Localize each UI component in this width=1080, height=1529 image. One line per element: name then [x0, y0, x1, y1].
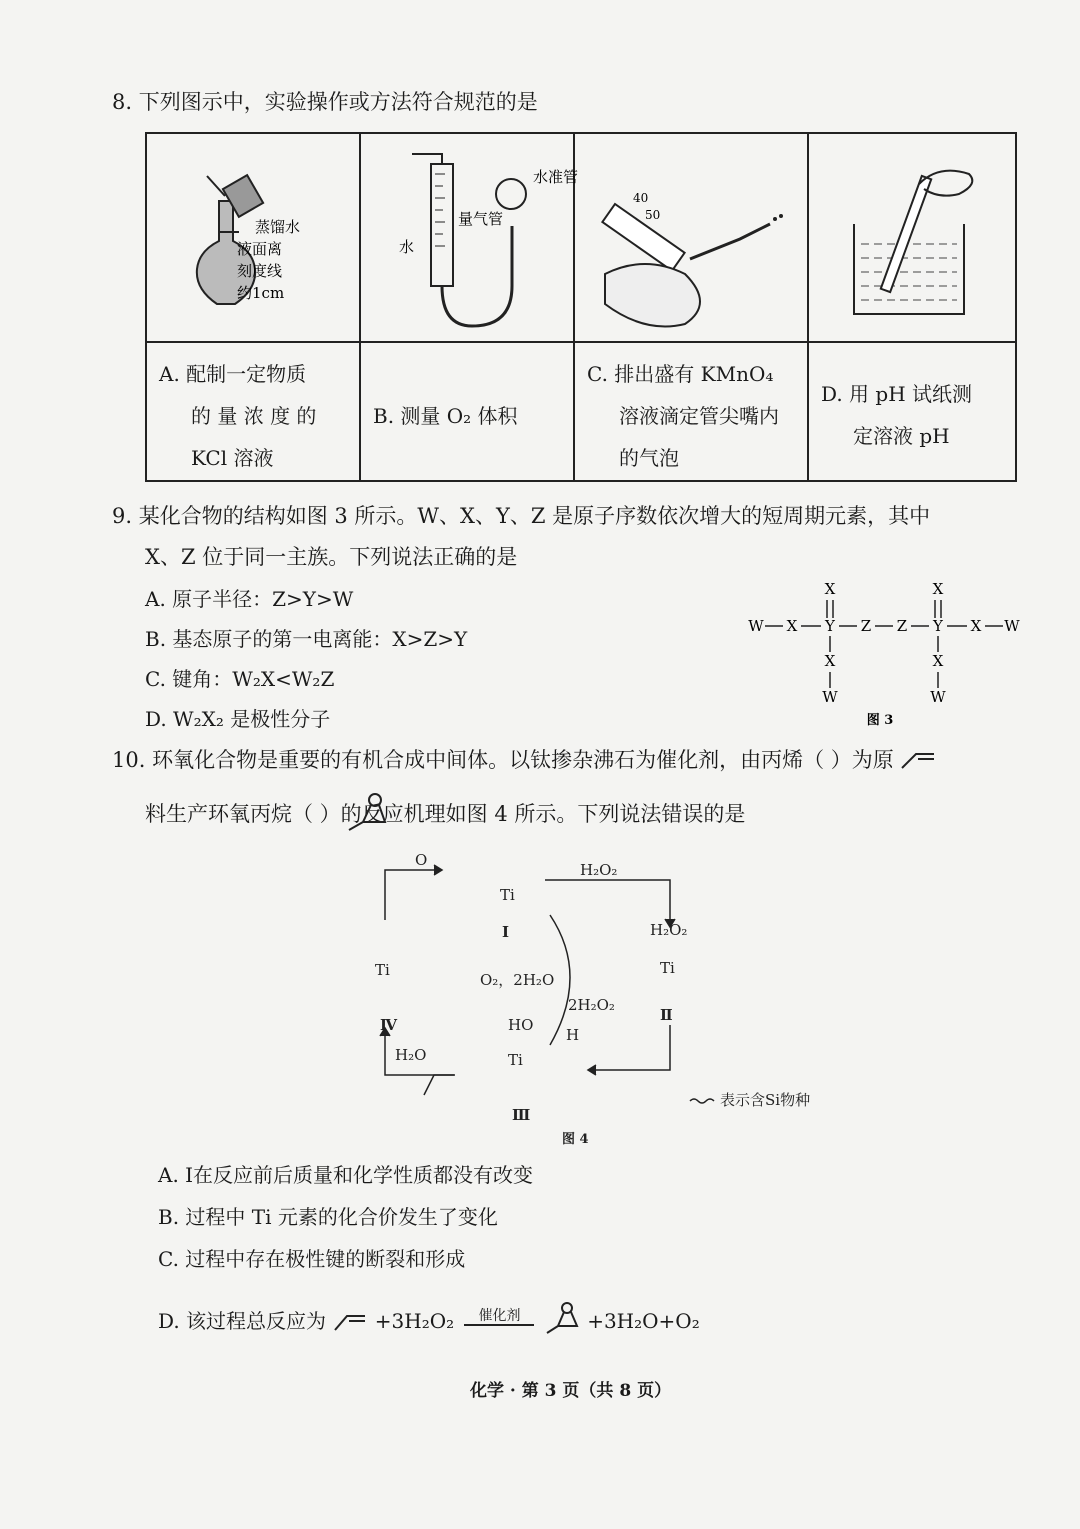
- q10-stem-line1: 10. 环氧化合物是重要的有机合成中间体。以钛掺杂沸石为催化剂，由丙烯（ ）为原: [112, 748, 894, 772]
- svg-text:H₂O₂: H₂O₂: [650, 921, 688, 939]
- svg-text:X: X: [824, 580, 836, 598]
- mark-40: 40: [633, 191, 649, 205]
- option-a-label: A. 配制一定物质 的 量 浓 度 的 KCl 溶液: [159, 362, 317, 471]
- svg-text:X: X: [932, 580, 944, 598]
- figure-3-structure: [740, 578, 1030, 728]
- label-o2-2h2o: O₂，2H₂O: [480, 971, 555, 989]
- svg-text:W: W: [748, 617, 764, 635]
- label-a-line3: 约1cm: [237, 284, 285, 302]
- q9-stem-line1: 9. 某化合物的结构如图 3 所示。W、X、Y、Z 是原子序数依次增大的短周期元素，其中: [112, 504, 931, 528]
- q9-option-c: C. 键角：W₂X<W₂Z: [145, 667, 335, 691]
- svg-text:X: X: [970, 617, 982, 635]
- ti-complex-iv: Ti: [375, 961, 390, 979]
- q10-option-d: D. 该过程总反应为 +3H₂O₂ 催化剂 +3H₂O+O₂: [158, 1300, 700, 1336]
- mark-50: 50: [645, 208, 661, 222]
- svg-text:X: X: [824, 652, 836, 670]
- label-distilled-water: 蒸馏水: [255, 218, 301, 236]
- catalyst-arrow: 催化剂: [464, 1308, 534, 1336]
- label-i: Ⅰ: [502, 923, 510, 941]
- figure-4-caption: 图 4: [562, 1132, 589, 1147]
- q9-option-d: D. W₂X₂ 是极性分子: [145, 707, 331, 731]
- fig-c-burette: [575, 134, 807, 340]
- label-a-line1: 液面离: [237, 240, 283, 258]
- propene-icon: [332, 1310, 368, 1332]
- label-iv: Ⅳ: [380, 1016, 398, 1034]
- label-ho: HO: [508, 1016, 534, 1034]
- q10-option-a: A. Ⅰ在反应前后质量和化学性质都没有改变: [158, 1163, 534, 1187]
- propene-icon: [898, 748, 938, 772]
- propylene-oxide-icon: [345, 790, 393, 832]
- label-2h2o2: 2H₂O₂: [568, 996, 615, 1014]
- fig-b-gas-measuring: [361, 134, 579, 340]
- q10-option-c: C. 过程中存在极性键的断裂和形成: [158, 1247, 466, 1271]
- q9-stem-line2: X、Z 位于同一主族。下列说法正确的是: [145, 545, 518, 569]
- option-c-label: C. 排出盛有 KMnO₄ 溶液滴定管尖嘴内 的气泡: [587, 362, 779, 471]
- q10-stem-line2: 料生产环氧丙烷（ ）的反应机理如图 4 所示。下列说法错误的是: [145, 802, 746, 826]
- svg-text:W: W: [1004, 617, 1020, 635]
- svg-text:Y: Y: [825, 617, 835, 635]
- label-level-tube: 水准管: [533, 168, 579, 186]
- figure-4-mechanism: [330, 845, 830, 1150]
- figure-4-legend: 表示含Si物种: [720, 1091, 811, 1109]
- option-d-label: D. 用 pH 试纸测 定溶液 pH: [821, 382, 972, 449]
- q9-option-a: A. 原子半径：Z>Y>W: [145, 587, 354, 611]
- svg-text:W: W: [930, 688, 946, 706]
- epoxide-product: O: [415, 851, 428, 869]
- fig-d-ph-paper: [809, 134, 1015, 340]
- svg-text:H₂O₂: H₂O₂: [580, 861, 618, 879]
- svg-text:Z: Z: [860, 617, 872, 635]
- label-ii: Ⅱ: [660, 1006, 673, 1024]
- svg-text:X: X: [932, 652, 944, 670]
- q9-option-b: B. 基态原子的第一电离能：X>Z>Y: [145, 627, 468, 651]
- svg-text:H₂O: H₂O: [395, 1046, 427, 1064]
- svg-text:W: W: [822, 688, 838, 706]
- figure-3-caption: 图 3: [866, 713, 894, 728]
- svg-text:Y: Y: [933, 617, 943, 635]
- svg-text:Z: Z: [896, 617, 908, 635]
- ti-complex-iii: Ti: [508, 1051, 523, 1069]
- label-iii: Ⅲ: [512, 1106, 531, 1124]
- q8-table: [145, 132, 1017, 482]
- page-footer: 化学 · 第 3 页（共 8 页）: [470, 1381, 672, 1401]
- svg-text:X: X: [786, 617, 798, 635]
- label-water: 水: [399, 238, 415, 256]
- q10-option-b: B. 过程中 Ti 元素的化合价发生了变化: [158, 1205, 498, 1229]
- q8-stem: 8. 下列图示中，实验操作或方法符合规范的是: [112, 90, 538, 114]
- label-a-line2: 刻度线: [237, 262, 283, 280]
- option-b-label: B. 测量 O₂ 体积: [373, 404, 518, 429]
- label-gas-tube: 量气管: [458, 210, 504, 228]
- propylene-oxide-icon: [545, 1300, 581, 1336]
- label-h: H: [566, 1026, 580, 1044]
- fig-a-volumetric-flask: [147, 134, 359, 340]
- ti-complex-ii: Ti: [660, 959, 675, 977]
- ti-complex-i: Ti: [500, 886, 515, 904]
